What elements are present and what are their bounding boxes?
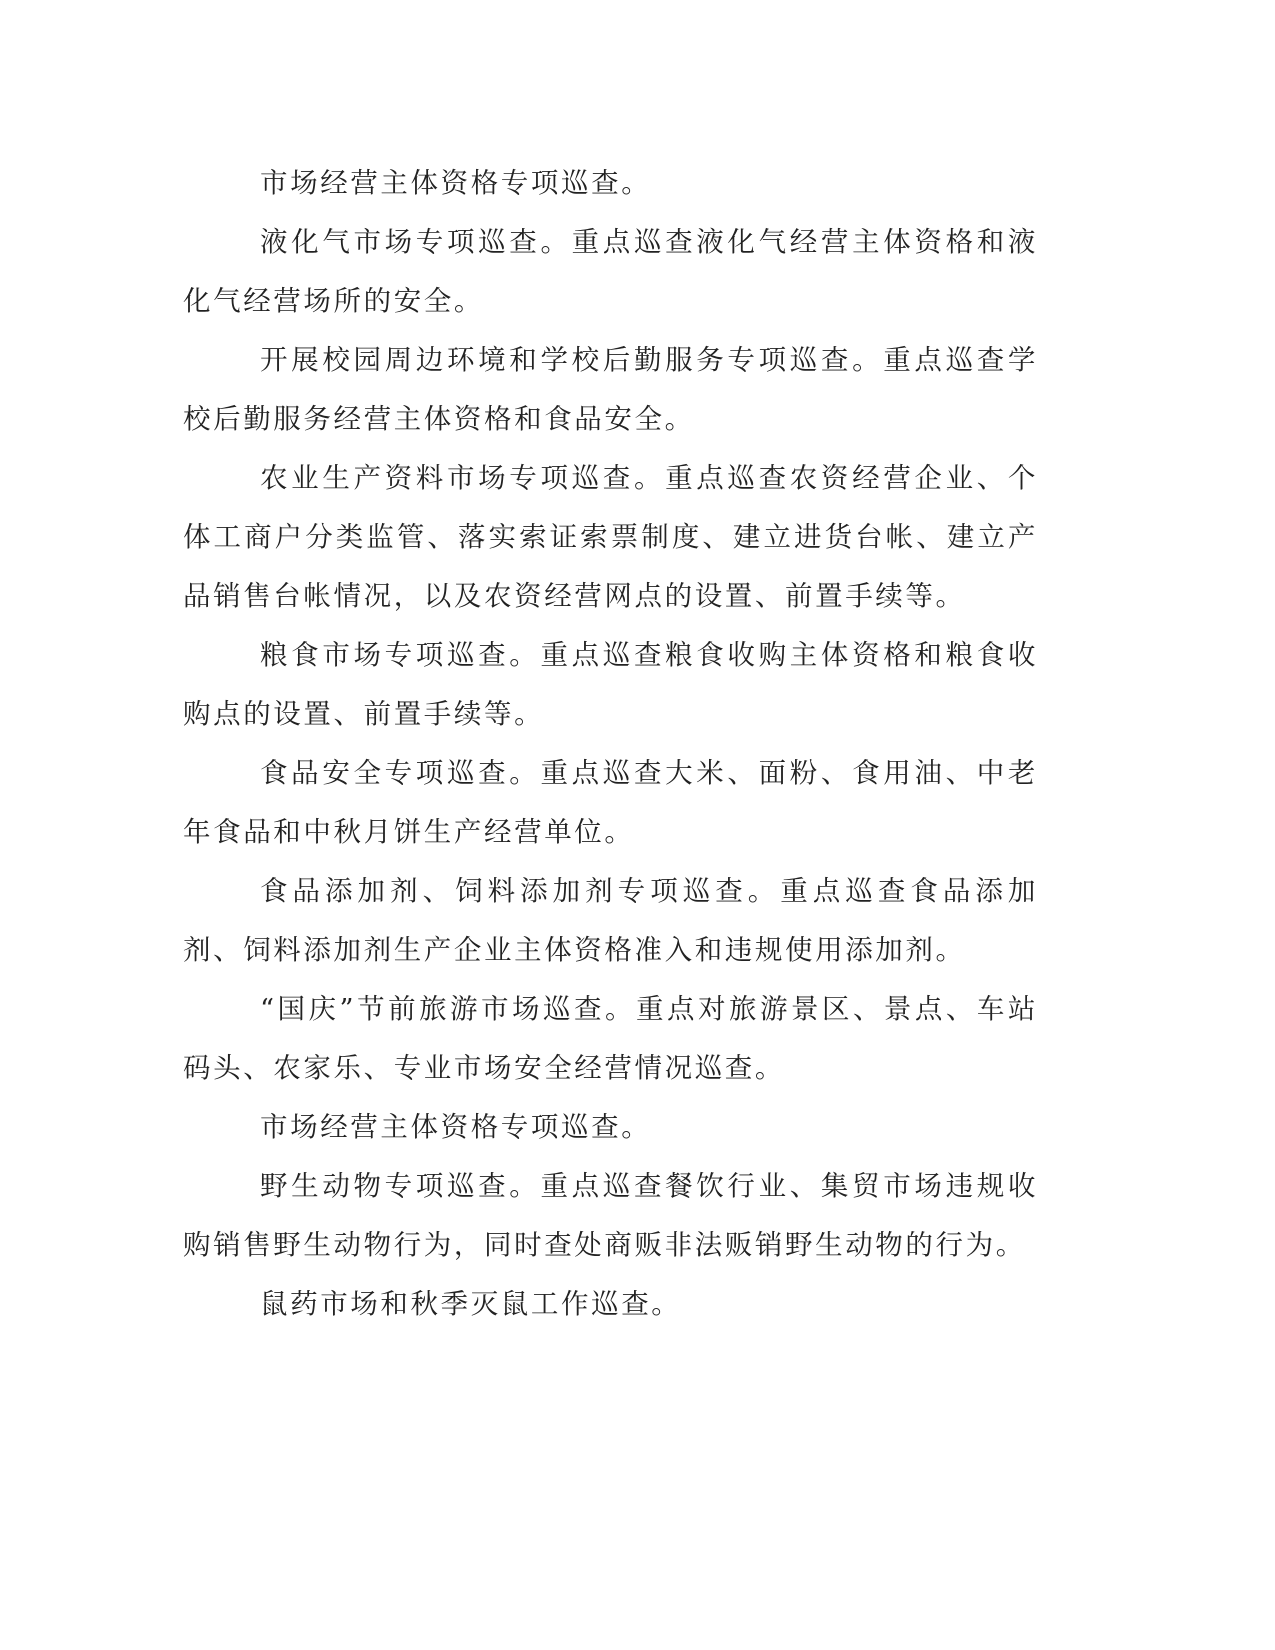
paragraph-7: 食品添加剂、饲料添加剂专项巡查。重点巡查食品添加剂、饲料添加剂生产企业主体资格准入和违规使用添加剂。 xyxy=(183,875,1038,966)
paragraph-9: 市场经营主体资格专项巡查。 xyxy=(260,1111,652,1143)
paragraph-10: 野生动物专项巡查。重点巡查餐饮行业、集贸市场违规收购销售野生动物行为，同时查处商贩非法贩销野生动物的行为。 xyxy=(183,1170,1038,1261)
paragraph-6: 食品安全专项巡查。重点巡查大米、面粉、食用油、中老年食品和中秋月饼生产经营单位。 xyxy=(183,757,1038,848)
paragraph-4: 农业生产资料市场专项巡查。重点巡查农资经营企业、个体工商户分类监管、落实索证索票制度、建立进货台帐、建立产品销售台帐情况，以及农资经营网点的设置、前置手续等。 xyxy=(183,462,1038,612)
paragraph-1: 市场经营主体资格专项巡查。 xyxy=(260,167,652,199)
paragraph-11: 鼠药市场和秋季灭鼠工作巡查。 xyxy=(260,1288,682,1320)
paragraph-3: 开展校园周边环境和学校后勤服务专项巡查。重点巡查学校后勤服务经营主体资格和食品安全。 xyxy=(183,344,1038,435)
paragraph-2: 液化气市场专项巡查。重点巡查液化气经营主体资格和液化气经营场所的安全。 xyxy=(183,226,1038,317)
paragraph-8: “国庆”节前旅游市场巡查。重点对旅游景区、景点、车站码头、农家乐、专业市场安全经营情况巡查。 xyxy=(183,993,1038,1084)
paragraph-5: 粮食市场专项巡查。重点巡查粮食收购主体资格和粮食收购点的设置、前置手续等。 xyxy=(183,639,1038,730)
document-body xyxy=(183,154,1038,1334)
